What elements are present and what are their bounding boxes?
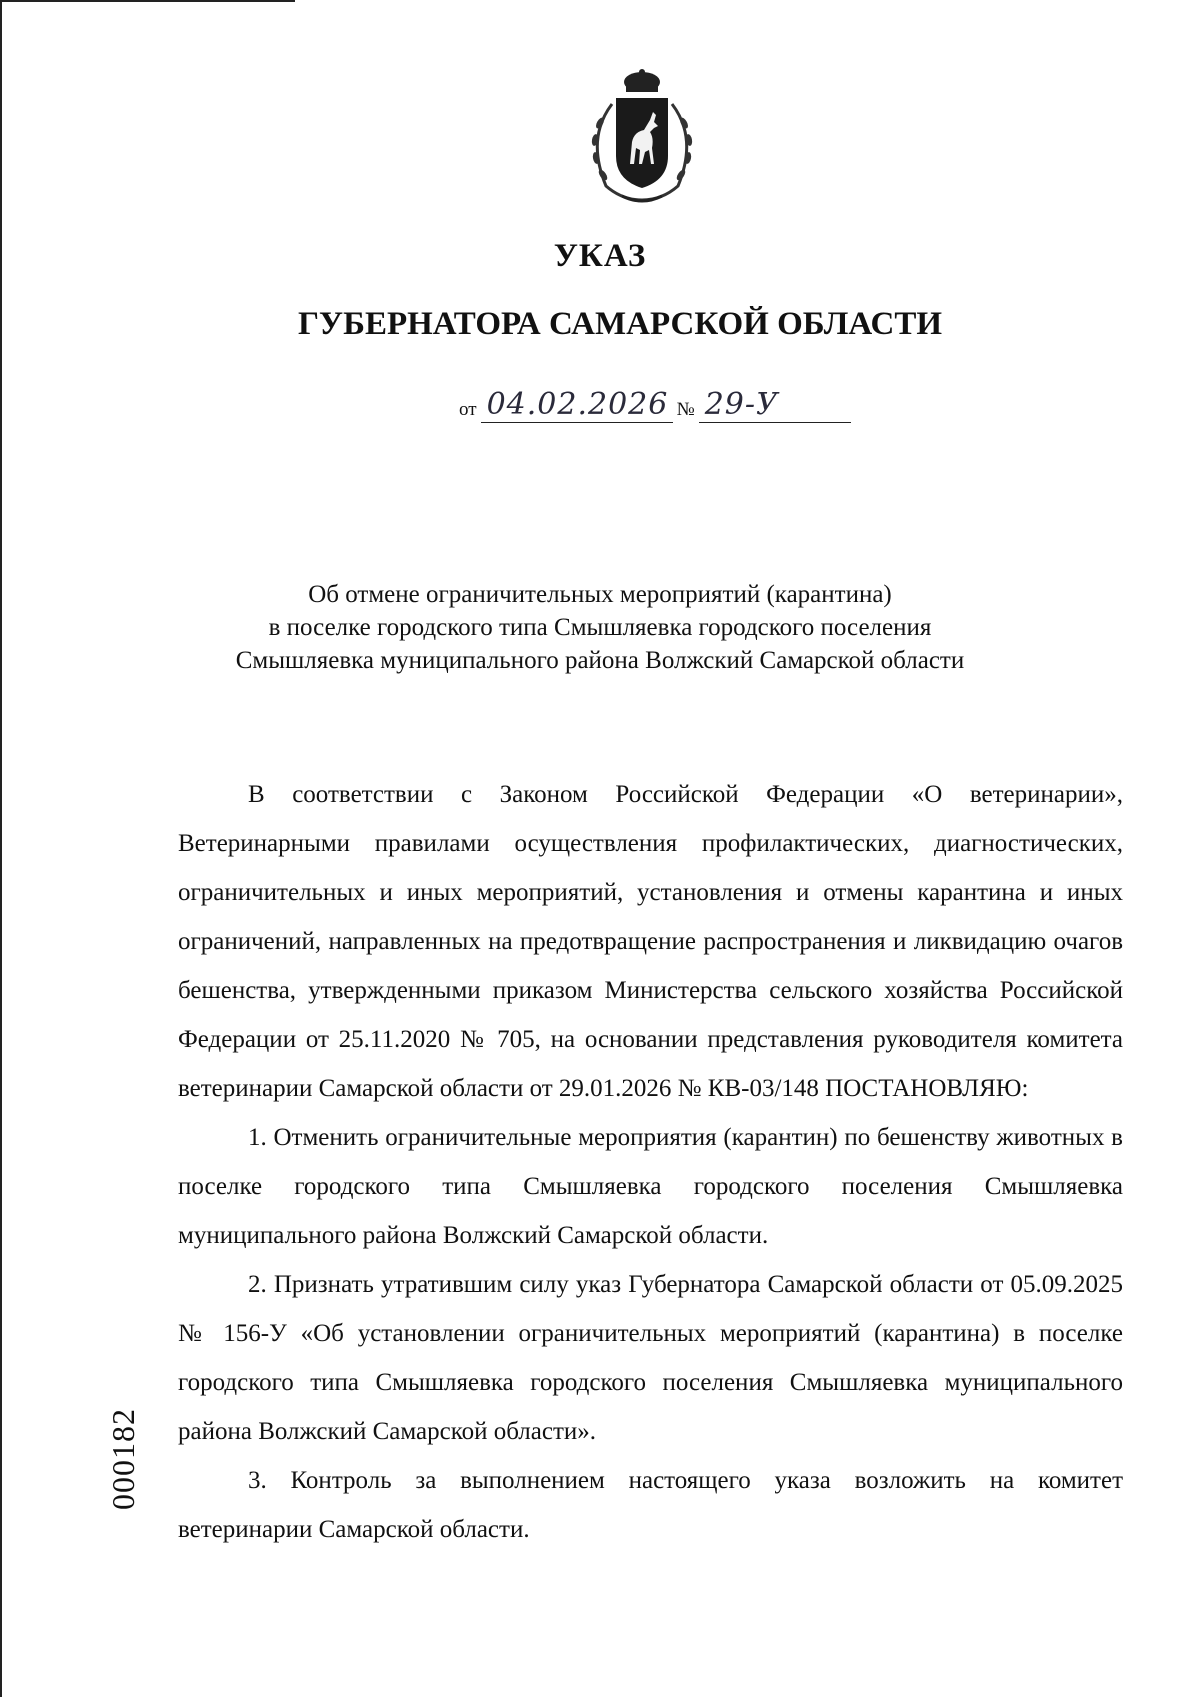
item-3-paragraph: 3. Контроль за выполнением настоящего указа возложить на комитет ветеринарии Самарской области. xyxy=(178,1467,1123,1543)
date-label: от xyxy=(459,399,477,420)
decree-authority-title: ГУБЕРНАТОРА САМАРСКОЙ ОБЛАСТИ xyxy=(297,306,943,342)
coat-of-arms-icon xyxy=(578,68,706,206)
item-1-paragraph: 1. Отменить ограничительные мероприятия (карантин) по бешенству животных в поселке городского типа Смышляевка городского поселения Смышляевка муниципального района Волжский Самарской области. xyxy=(178,1124,1123,1249)
handwritten-date: 04.02.2026 xyxy=(481,390,673,423)
number-label: № xyxy=(676,399,695,420)
subject-line: Об отмене ограничительных мероприятий (карантина) xyxy=(308,581,892,608)
side-registration-number: 000182 xyxy=(105,1408,141,1510)
date-number-line xyxy=(455,387,851,423)
decree-subject xyxy=(0,578,1200,677)
item-2-paragraph: 2. Признать утратившим силу указ Губернатора Самарской области от 05.09.2025 № 156-У «Об установлении ограничительных мероприятий (карантина) в поселке городского типа Смышляевка городского поселения Смышляевка муниципального района Волжский Самарской области». xyxy=(178,1271,1123,1445)
subject-line: в поселке городского типа Смышляевка городского поселения xyxy=(268,614,932,641)
preamble-paragraph: В соответствии с Законом Российской Федерации «О ветеринарии», Ветеринарными правилами осуществления профилактических, диагностических, ограничительных и иных мероприятий, установления и отмены карантина и иных ограничений, направленных на предотвращение распространения и ликвидацию очагов бешенства, утвержденными приказом Министерства сельского хозяйства Российской Федерации от 25.11.2020 № 705, на основании представления руководителя комитета ветеринарии Самарской области от 29.01.2026 № КВ-03/148 ПОСТАНОВЛЯЮ: xyxy=(178,781,1123,1102)
handwritten-number: 29-У xyxy=(699,390,851,423)
decree-body xyxy=(178,770,1123,1554)
page-border-top xyxy=(0,0,295,2)
decree-title: УКАЗ xyxy=(553,238,647,274)
subject-line: Смышляевка муниципального района Волжский Самарской области xyxy=(235,647,965,674)
